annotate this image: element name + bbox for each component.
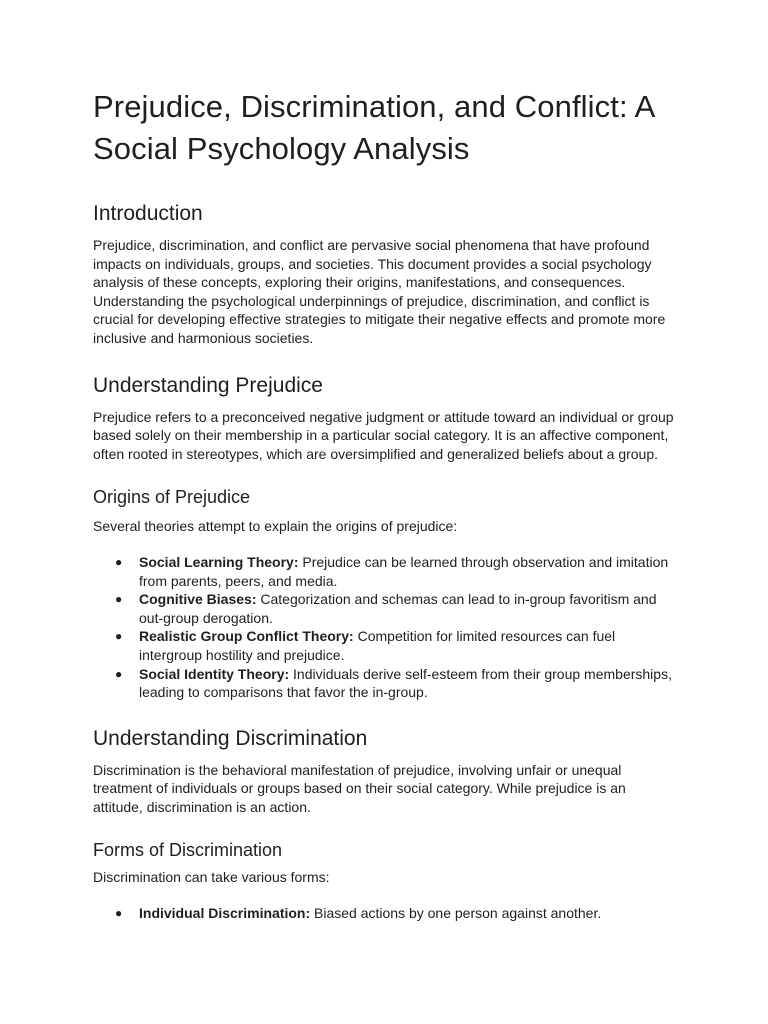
bullet-icon: ● — [115, 629, 123, 644]
list-item — [93, 553, 675, 590]
list-item — [93, 665, 675, 702]
list-item-text: Categorization and schemas can lead to in-group favoritism and out-group derogation. — [139, 591, 657, 626]
heading-origins-of-prejudice: Origins of Prejudice — [93, 487, 251, 508]
list-item-term: Cognitive Biases: — [139, 591, 257, 608]
paragraph-understanding-discrimination: Discrimination is the behavioral manifestation of prejudice, involving unfair or unequal treatment of individuals or groups based on their social category. While prejudice is an attitude, discrimination is an action. — [93, 761, 626, 815]
list-item — [93, 590, 675, 627]
paragraph-introduction: Prejudice, discrimination, and conflict are pervasive social phenomena that have profound impacts on individuals, groups, and societies. This document provides a social psychology analysis of these concepts, exploring their origins, manifestations, and consequences. Understanding the psychological underpinnings of prejudice, discrimination, and conflict is crucial for developing effective strategies to mitigate their negative effects and promote more inclusive and harmonious societies. — [93, 237, 666, 346]
list-item — [93, 904, 675, 923]
list-item-term: Individual Discrimination: — [139, 905, 311, 922]
list-forms-of-discrimination — [93, 904, 675, 923]
paragraph-understanding-prejudice: Prejudice refers to a preconceived negative judgment or attitude toward an individual or group based solely on their membership in a particular social category. It is an affective component, often rooted in stereotypes, which are oversimplified and generalized beliefs about a group. — [93, 408, 674, 462]
list-item-text: Competition for limited resources can fuel intergroup hostility and prejudice. — [139, 628, 616, 663]
heading-understanding-discrimination: Understanding Discrimination — [93, 726, 368, 750]
list-item-text: Individuals derive self-esteem from their group memberships, leading to comparisons that favor the in-group. — [139, 665, 672, 701]
list-item-text: Prejudice can be learned through observation and imitation from parents, peers, and media. — [139, 553, 669, 589]
bullet-icon: ● — [115, 592, 123, 607]
bullet-icon: ● — [115, 906, 123, 921]
bullet-icon: ● — [115, 554, 123, 569]
heading-forms-of-discrimination: Forms of Discrimination — [93, 840, 283, 861]
heading-understanding-prejudice: Understanding Prejudice — [93, 373, 323, 397]
paragraph-forms-intro: Discrimination can take various forms: — [93, 869, 330, 886]
list-item-term: Social Identity Theory: — [139, 665, 290, 682]
list-item-term: Realistic Group Conflict Theory: — [139, 628, 354, 645]
list-item-text: Biased actions by one person against another. — [310, 905, 602, 922]
paragraph-origins-intro: Several theories attempt to explain the origins of prejudice: — [93, 518, 458, 535]
document-title: Prejudice, Discrimination, and Conflict: A Social Psychology Analysis — [93, 89, 654, 166]
list-origins-of-prejudice — [93, 553, 675, 702]
heading-introduction: Introduction — [93, 202, 203, 225]
list-item — [93, 627, 675, 664]
list-item-term: Social Learning Theory: — [139, 553, 299, 570]
bullet-icon: ● — [115, 666, 123, 681]
